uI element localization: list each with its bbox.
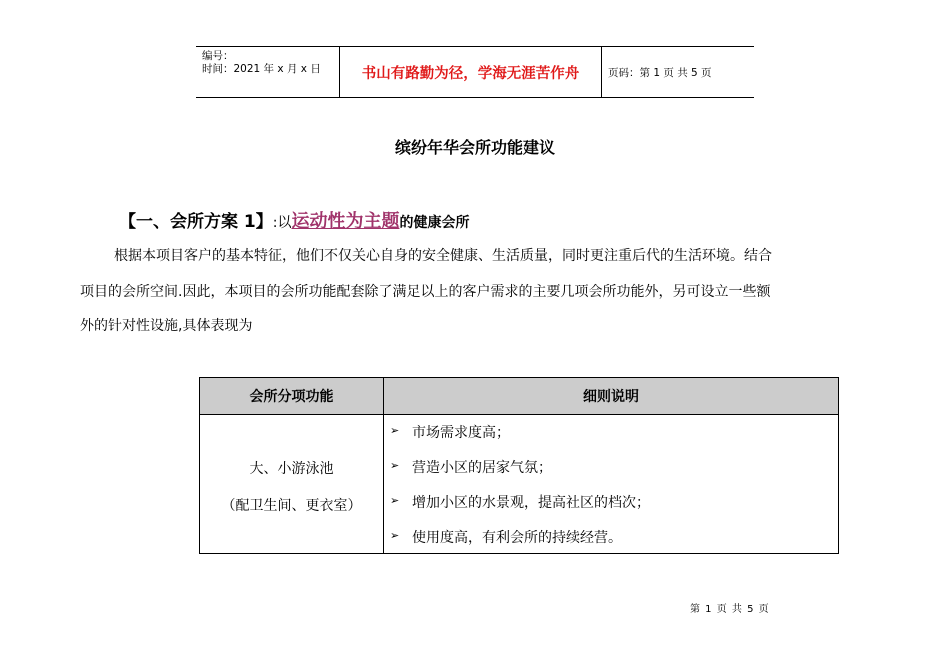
arrow-bullet-icon: ➢ <box>390 529 400 542</box>
paragraph-line-3: 外的针对性设施,具体表现为 <box>80 318 253 334</box>
function-note: （配卫生间、更衣室） <box>221 498 362 514</box>
arrow-bullet-icon: ➢ <box>390 494 400 507</box>
list-item <box>390 457 650 492</box>
details-list <box>390 422 650 562</box>
header-motto: 书山有路勤为径，学海无涯苦作舟 <box>361 65 580 82</box>
page-footer: 第 1 页 共 5 页 <box>690 604 770 615</box>
list-item <box>390 422 650 457</box>
table-header-function: 会所分项功能 <box>249 389 334 405</box>
function-table <box>199 377 839 554</box>
table-cell-function <box>200 415 383 553</box>
header-meta <box>202 50 321 76</box>
header-divider <box>601 47 602 97</box>
detail-text: 使用度高，有利会所的持续经营。 <box>412 530 622 546</box>
header-time-label: 时间：2021 年 x 月 x 日 <box>202 63 321 75</box>
list-item <box>390 527 650 562</box>
arrow-bullet-icon: ➢ <box>390 459 400 472</box>
section-theme: 运动性为主题 <box>291 211 400 232</box>
header-page-info: 页码：第 1 页 共 5 页 <box>608 66 712 79</box>
document-title: 缤纷年华会所功能建议 <box>394 138 555 157</box>
arrow-bullet-icon: ➢ <box>390 424 400 437</box>
paragraph-line-2: 项目的会所空间.因此，本项目的会所功能配套除了满足以上的客户需求的主要几项会所功能外，另可设立一些额 <box>80 284 771 300</box>
paragraph-line-1: 根据本项目客户的基本特征，他们不仅关心自身的安全健康、生活质量，同时更注重后代的生活环境。结合 <box>114 248 772 264</box>
section-suffix: 的健康会所 <box>399 215 470 231</box>
detail-text: 增加小区的水景观，提高社区的档次； <box>412 495 650 511</box>
table-column-divider <box>383 378 384 553</box>
detail-text: 市场需求度高； <box>412 425 510 441</box>
detail-text: 营造小区的居家气氛； <box>412 460 552 476</box>
list-item <box>390 492 650 527</box>
section-prefix: 【一、会所方案 1】 <box>119 212 273 232</box>
header-number-label: 编号： <box>202 50 234 62</box>
section-heading <box>119 207 469 233</box>
section-colon: :以 <box>272 215 292 231</box>
table-header-details: 细则说明 <box>583 389 639 405</box>
table-header-row <box>200 378 838 415</box>
function-name: 大、小游泳池 <box>249 461 334 477</box>
document-header <box>196 46 754 98</box>
